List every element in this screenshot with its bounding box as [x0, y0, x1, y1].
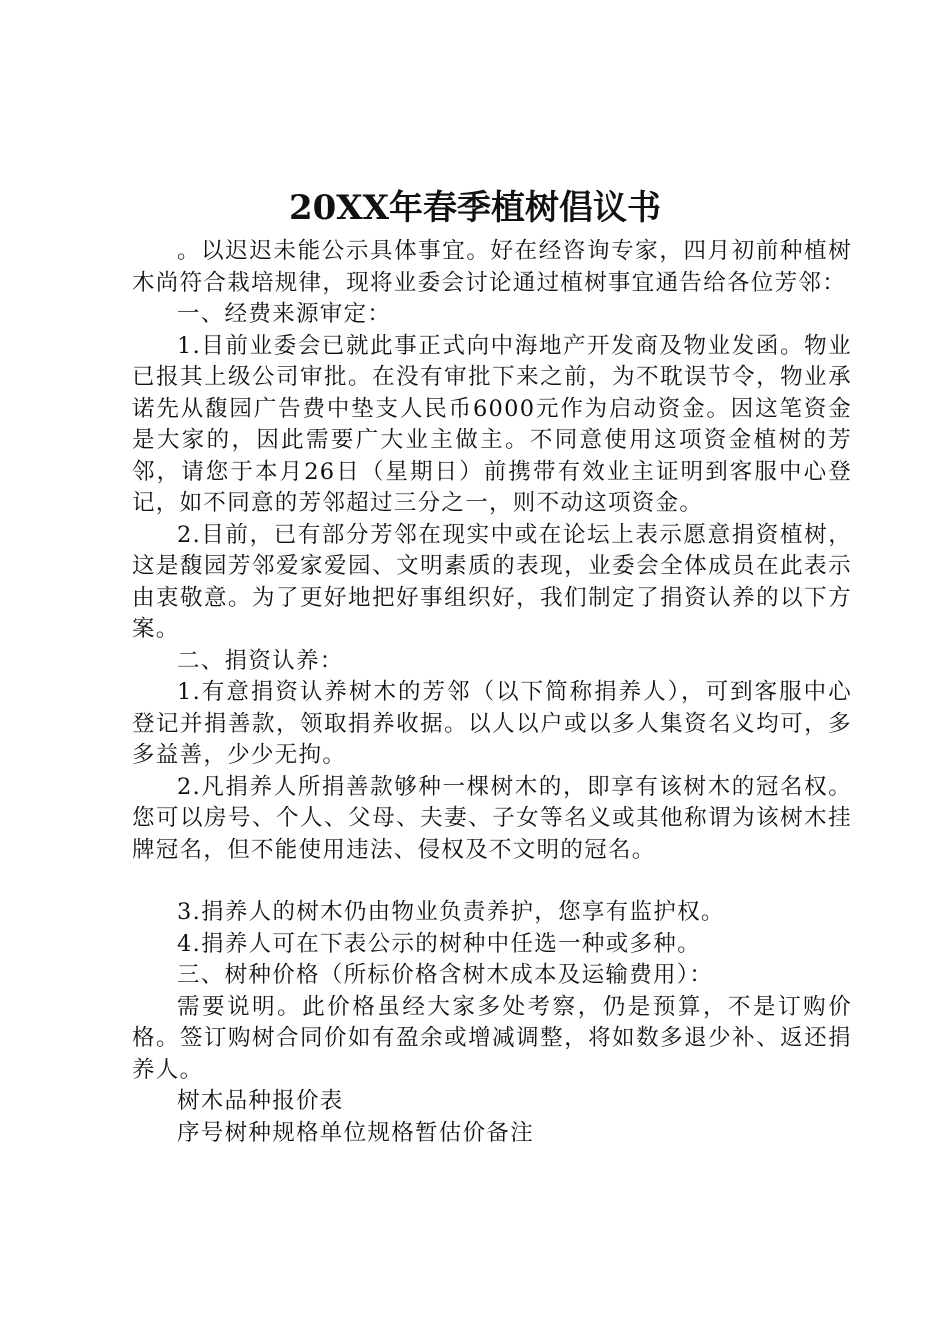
document-body [132, 236, 852, 1149]
price-table-header: 序号树种规格单位规格暂估价备注 [177, 1119, 535, 1146]
funding-item-1: 1.目前业委会已就此事正式向中海地产开发商及物业发函。物业已报其上级公司审批。在没有审批下来之前，为不耽误节令，物业承诺先从馥园广告费中垫支人民币6000元作为启动资金。因这笔资金是大家的，因此需要广大业主做主。不同意使用这项资金植树的芳邻，请您于本月26日（星期日）前携带有效业主证明到客服中心登记，如不同意的芳邻超过三分之一，则不动这项资金。 [132, 332, 852, 516]
document-title: 20XX年春季植树倡议书 [288, 188, 662, 228]
adoption-item-1: 1.有意捐资认养树木的芳邻（以下简称捐养人），可到客服中心登记并捐善款，领取捐养收据。以人以户或以多人集资名义均可，多多益善，少少无拘。 [132, 679, 852, 768]
paragraph-spacer [132, 866, 852, 897]
adoption-item-4: 4.捐养人可在下表公示的树种中任选一种或多种。 [177, 930, 701, 957]
adoption-item-2: 2.凡捐养人所捐善款够种一棵树木的，即享有该树木的冠名权。您可以房号、个人、父母、夫妻、子女等名义或其他称谓为该树木挂牌冠名，但不能使用违法、侵权及不文明的冠名。 [132, 773, 852, 863]
intro-paragraph: 。以迟迟未能公示具体事宜。好在经咨询专家，四月初前种植树木尚符合栽培规律，现将业委会讨论通过植树事宜通告给各位芳邻： [132, 238, 852, 296]
price-table-title: 树木品种报价表 [177, 1088, 344, 1114]
price-note-paragraph: 需要说明。此价格虽经大家多处考察，仍是预算，不是订购价格。签订购树合同价如有盈余或增减调整，将如数多退少补、返还捐养人。 [132, 993, 852, 1083]
section-heading-adoption: 二、捐资认养： [177, 647, 344, 674]
adoption-item-3: 3.捐养人的树木仍由物业负责养护，您享有监护权。 [177, 899, 725, 925]
section-heading-funding: 一、经费来源审定： [177, 301, 392, 327]
section-heading-prices: 三、树种价格（所标价格含树木成本及运输费用）： [177, 962, 714, 988]
funding-item-2: 2.目前，已有部分芳邻在现实中或在论坛上表示愿意捐资植树，这是馥园芳邻爱家爱园、文明素质的表现，业委会全体成员在此表示由衷敬意。为了更好地把好事组织好，我们制定了捐资认养的以下方案。 [132, 521, 852, 642]
